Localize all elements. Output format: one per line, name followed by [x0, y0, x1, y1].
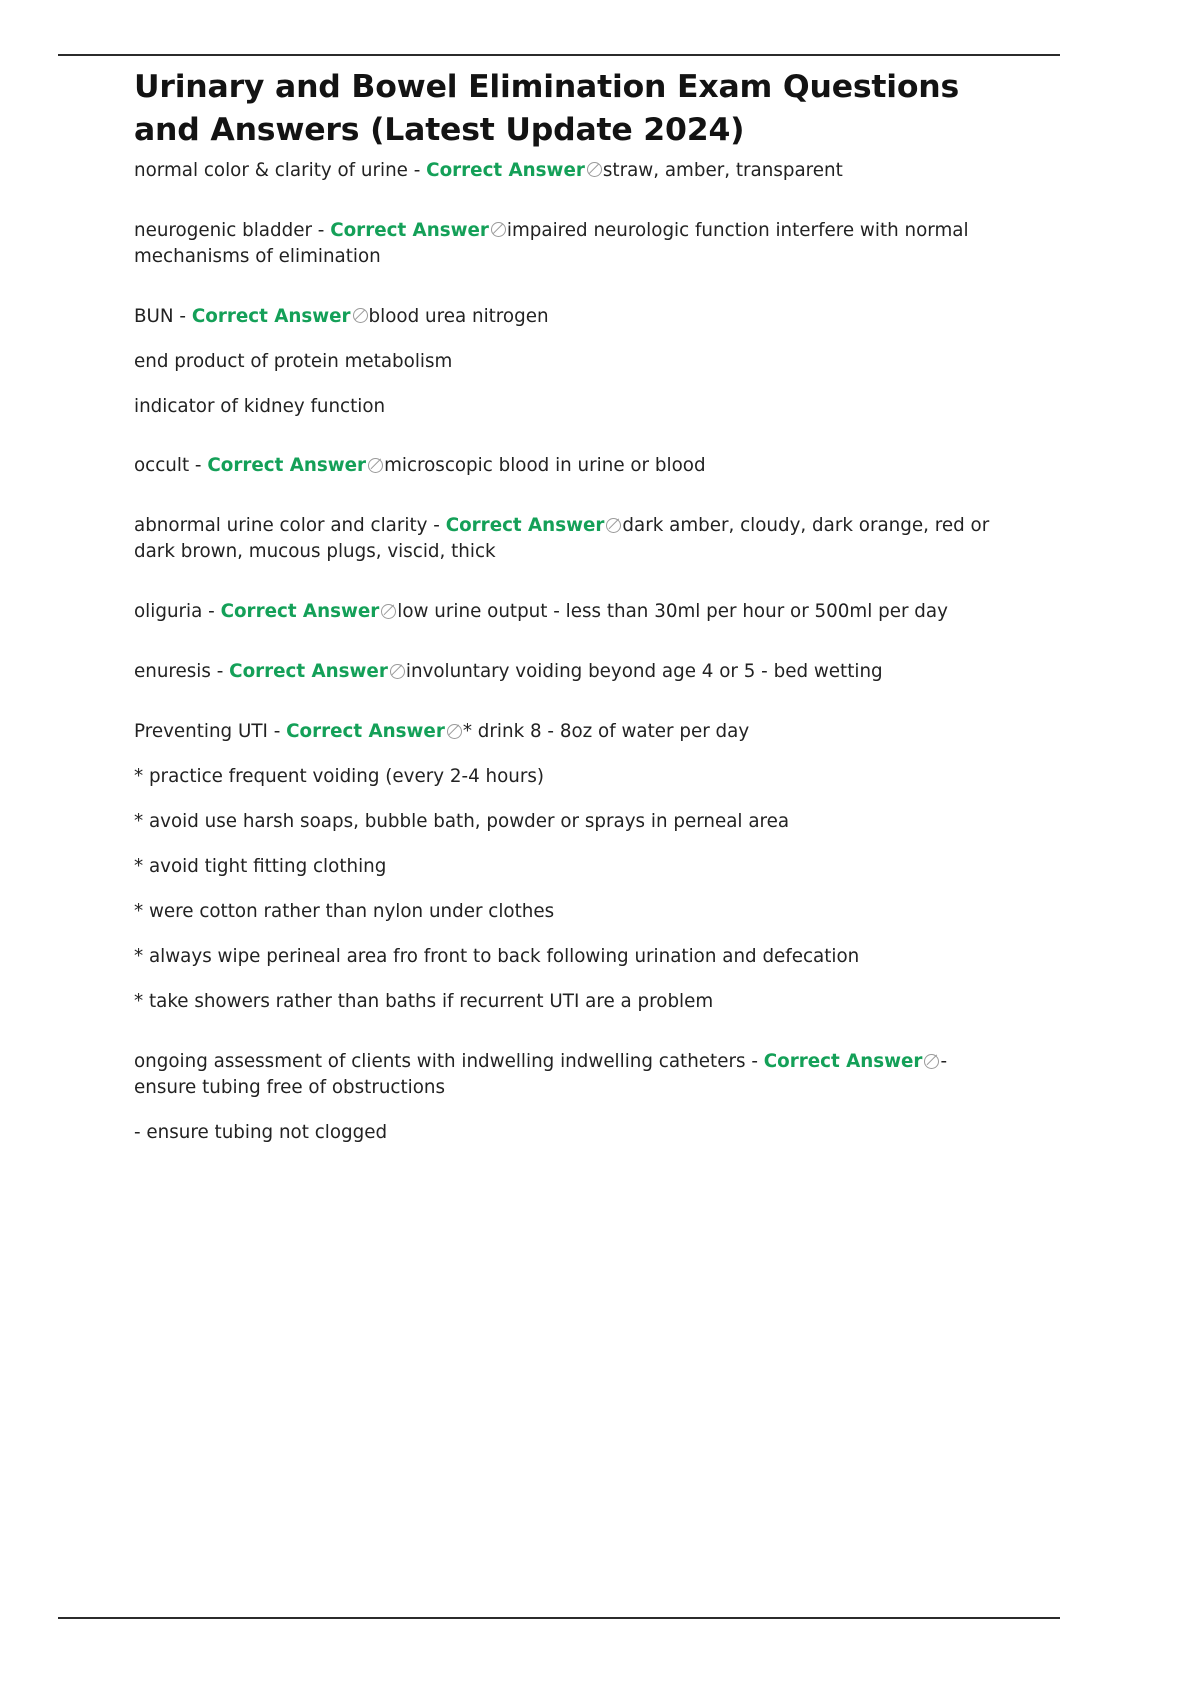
no-entry-icon [447, 724, 462, 739]
page-title: Urinary and Bowel Elimination Exam Questions and Answers (Latest Update 2024) [134, 69, 960, 148]
document-content [134, 66, 1014, 1146]
correct-answer-label: Correct Answer [286, 721, 445, 743]
qa-answer-extra-line: * avoid use harsh soaps, bubble bath, powder or sprays in perneal area [134, 811, 790, 833]
qa-answer: blood urea nitrogen [368, 305, 549, 327]
qa-answer-extra-line: * take showers rather than baths if recurrent UTI are a problem [134, 991, 714, 1013]
correct-answer-label: Correct Answer [191, 305, 351, 327]
correct-answer-label: Correct Answer [330, 219, 489, 241]
qa-term: abnormal urine color and clarity [134, 515, 428, 537]
qa-separator: - [745, 1051, 764, 1073]
no-entry-icon [381, 604, 396, 619]
qa-answer: - ensure tubing free of obstructions [134, 1051, 948, 1099]
qa-block [134, 599, 1014, 625]
qa-block [134, 218, 1014, 270]
qa-question-line [134, 1049, 1014, 1101]
qa-term: BUN [134, 305, 174, 327]
qa-answer: impaired neurologic function interfere with normal mechanisms of elimination [134, 219, 969, 267]
qa-separator: - [173, 305, 192, 327]
qa-question-line [134, 659, 1014, 685]
qa-term: ongoing assessment of clients with indwelling indwelling catheters [134, 1051, 746, 1073]
qa-answer-extra-line: - ensure tubing not clogged [134, 1122, 388, 1144]
qa-question-line [134, 599, 1014, 625]
qa-question-line [134, 304, 1014, 330]
qa-answer: microscopic blood in urine or blood [384, 455, 706, 477]
qa-separator: - [407, 159, 427, 181]
qa-term: occult [134, 455, 190, 477]
no-entry-icon [353, 308, 368, 323]
qa-separator: - [311, 219, 331, 241]
correct-answer-label: Correct Answer [763, 1051, 923, 1073]
qa-question-line [134, 218, 1014, 270]
qa-answer: * drink 8 - 8oz of water per day [462, 721, 750, 743]
qa-question-line [134, 453, 1014, 479]
qa-block [134, 719, 1014, 1015]
header-divider [58, 54, 1060, 56]
qa-block-list [134, 158, 1014, 1146]
qa-block [134, 513, 1014, 565]
qa-answer: dark amber, cloudy, dark orange, red or dark brown, mucous plugs, viscid, thick [134, 515, 990, 563]
qa-separator: - [189, 455, 208, 477]
qa-separator: - [210, 661, 230, 683]
qa-answer: low urine output - less than 30ml per hour or 500ml per day [397, 601, 948, 623]
qa-term: enuresis [134, 661, 211, 683]
qa-block [134, 304, 1014, 420]
qa-answer-extra-line: * avoid tight fitting clothing [134, 856, 387, 878]
correct-answer-label: Correct Answer [445, 515, 605, 537]
qa-separator: - [202, 601, 221, 623]
qa-answer: involuntary voiding beyond age 4 or 5 - bed wetting [405, 661, 883, 683]
qa-block [134, 659, 1014, 685]
qa-answer-extra-line: indicator of kidney function [134, 395, 386, 417]
qa-question-line [134, 158, 1014, 184]
qa-term: neurogenic bladder [134, 219, 312, 241]
qa-answer-extra-line: end product of protein metabolism [134, 350, 453, 372]
correct-answer-label: Correct Answer [426, 159, 585, 181]
correct-answer-label: Correct Answer [229, 661, 388, 683]
qa-answer: straw, amber, transparent [602, 159, 843, 181]
no-entry-icon [390, 664, 405, 679]
qa-separator: - [267, 721, 287, 743]
qa-answer-extra-line: * were cotton rather than nylon under clothes [134, 901, 555, 923]
qa-answer-extra-line: * always wipe perineal area fro front to back following urination and defecation [134, 946, 860, 968]
footer-divider [58, 1617, 1060, 1619]
no-entry-icon [924, 1054, 939, 1069]
no-entry-icon [368, 458, 383, 473]
qa-separator: - [427, 515, 446, 537]
qa-question-line [134, 513, 1014, 565]
no-entry-icon [606, 518, 621, 533]
qa-block [134, 158, 1014, 184]
no-entry-icon [491, 222, 506, 237]
qa-question-line [134, 719, 1014, 745]
qa-block [134, 1049, 1014, 1146]
qa-answer-extra-line: * practice frequent voiding (every 2-4 hours) [134, 766, 545, 788]
correct-answer-label: Correct Answer [220, 601, 380, 623]
no-entry-icon [587, 162, 602, 177]
qa-block [134, 453, 1014, 479]
qa-term: oliguria [134, 601, 203, 623]
correct-answer-label: Correct Answer [207, 455, 367, 477]
qa-term: normal color & clarity of urine [134, 159, 408, 181]
qa-term: Preventing UTI [134, 721, 268, 743]
